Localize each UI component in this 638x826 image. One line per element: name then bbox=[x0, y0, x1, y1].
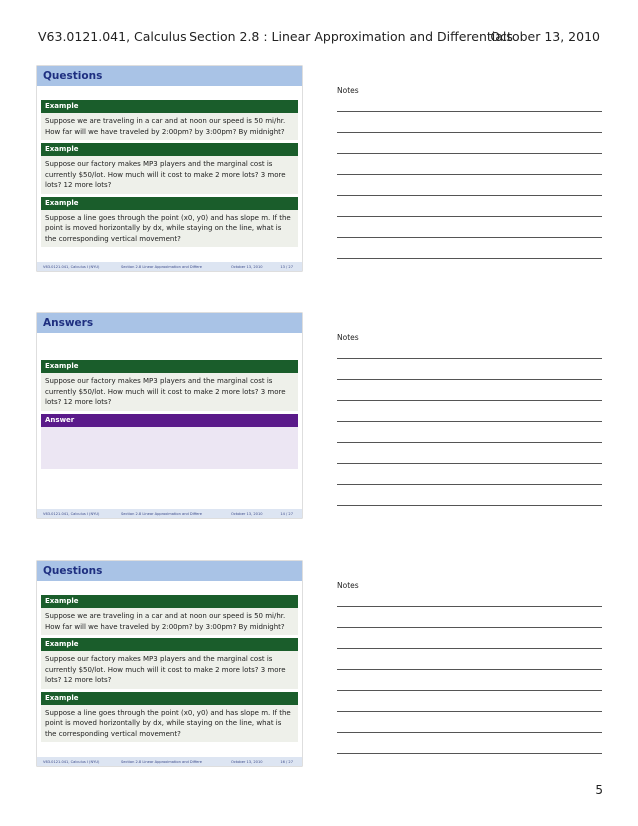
block-text: Suppose our factory makes MP3 players and the marginal cost is currently $50/lot. How much will it cost to make 2 more lots? 3 more lots? 12 more lots? bbox=[41, 156, 298, 194]
example-block bbox=[41, 100, 298, 140]
note-line bbox=[337, 753, 602, 754]
example-block bbox=[41, 360, 298, 411]
footer-section: Section 2.8 Linear Approximation and Differe bbox=[121, 759, 202, 764]
note-line bbox=[337, 690, 602, 691]
note-line bbox=[337, 627, 602, 628]
footer-page: 16 / 27 bbox=[280, 759, 293, 764]
slide-title: Questions bbox=[37, 561, 302, 581]
note-line bbox=[337, 111, 602, 112]
notes-area-3 bbox=[337, 581, 602, 590]
footer-page: 13 / 27 bbox=[280, 264, 293, 269]
slide-footer bbox=[37, 757, 302, 766]
note-line bbox=[337, 153, 602, 154]
notes-area-1 bbox=[337, 86, 602, 95]
slide-answers bbox=[37, 313, 302, 518]
example-block bbox=[41, 638, 298, 689]
footer-date: October 13, 2010 bbox=[231, 264, 263, 269]
note-line bbox=[337, 484, 602, 485]
example-block bbox=[41, 197, 298, 248]
notes-label: Notes bbox=[337, 333, 359, 342]
block-heading: Example bbox=[41, 360, 298, 373]
note-line bbox=[337, 732, 602, 733]
block-text: Suppose a line goes through the point (x0, y0) and has slope m. If the point is moved horizontally by dx, while staying on the line, what is the corresponding vertical movement? bbox=[41, 210, 298, 248]
document-header-title: V63.0121.041, Calculus Section 2.8 : Linear Approximation and Differentials bbox=[38, 29, 513, 44]
note-line bbox=[337, 132, 602, 133]
note-line bbox=[337, 442, 602, 443]
block-text: Suppose a line goes through the point (x0, y0) and has slope m. If the point is moved horizontally by dx, while staying on the line, what is the corresponding vertical movement? bbox=[41, 705, 298, 743]
footer-section: Section 2.8 Linear Approximation and Differe bbox=[121, 264, 202, 269]
block-heading: Answer bbox=[41, 414, 298, 427]
note-line bbox=[337, 421, 602, 422]
footer-section: Section 2.8 Linear Approximation and Differe bbox=[121, 511, 202, 516]
footer-date: October 13, 2010 bbox=[231, 759, 263, 764]
block-text: Suppose our factory makes MP3 players and the marginal cost is currently $50/lot. How much will it cost to make 2 more lots? 3 more lots? 12 more lots? bbox=[41, 373, 298, 411]
block-heading: Example bbox=[41, 638, 298, 651]
note-line bbox=[337, 237, 602, 238]
notes-label: Notes bbox=[337, 86, 359, 95]
notes-area-2 bbox=[337, 333, 602, 342]
footer-page: 14 / 27 bbox=[280, 511, 293, 516]
page-number: 5 bbox=[595, 783, 603, 797]
block-heading: Example bbox=[41, 100, 298, 113]
note-line bbox=[337, 669, 602, 670]
block-text: Suppose we are traveling in a car and at noon our speed is 50 mi/hr. How far will we have traveled by 2:00pm? by 3:00pm? By midnight? bbox=[41, 608, 298, 635]
block-heading: Example bbox=[41, 197, 298, 210]
example-block bbox=[41, 143, 298, 194]
footer-course: V63.0121.041, Calculus I (NYU) bbox=[43, 511, 100, 516]
notes-label: Notes bbox=[337, 581, 359, 590]
block-heading: Example bbox=[41, 143, 298, 156]
note-line bbox=[337, 463, 602, 464]
document-header-date: October 13, 2010 bbox=[490, 29, 600, 44]
note-line bbox=[337, 358, 602, 359]
slide-questions-1 bbox=[37, 66, 302, 271]
note-line bbox=[337, 400, 602, 401]
note-line bbox=[337, 216, 602, 217]
note-line bbox=[337, 174, 602, 175]
footer-date: October 13, 2010 bbox=[231, 511, 263, 516]
example-block bbox=[41, 692, 298, 743]
note-line bbox=[337, 258, 602, 259]
answer-block bbox=[41, 414, 298, 469]
slide-footer bbox=[37, 509, 302, 518]
note-line bbox=[337, 195, 602, 196]
note-line bbox=[337, 648, 602, 649]
slide-title: Answers bbox=[37, 313, 302, 333]
slide-title: Questions bbox=[37, 66, 302, 86]
footer-course: V63.0121.041, Calculus I (NYU) bbox=[43, 759, 100, 764]
note-line bbox=[337, 379, 602, 380]
note-line bbox=[337, 505, 602, 506]
example-block bbox=[41, 595, 298, 635]
block-heading: Example bbox=[41, 692, 298, 705]
block-text: Suppose we are traveling in a car and at noon our speed is 50 mi/hr. How far will we have traveled by 2:00pm? by 3:00pm? By midnight? bbox=[41, 113, 298, 140]
slide-footer bbox=[37, 262, 302, 271]
note-line bbox=[337, 606, 602, 607]
note-line bbox=[337, 711, 602, 712]
block-text: Suppose our factory makes MP3 players and the marginal cost is currently $50/lot. How much will it cost to make 2 more lots? 3 more lots? 12 more lots? bbox=[41, 651, 298, 689]
answer-body bbox=[41, 427, 298, 469]
footer-course: V63.0121.041, Calculus I (NYU) bbox=[43, 264, 100, 269]
slide-questions-2 bbox=[37, 561, 302, 766]
block-heading: Example bbox=[41, 595, 298, 608]
